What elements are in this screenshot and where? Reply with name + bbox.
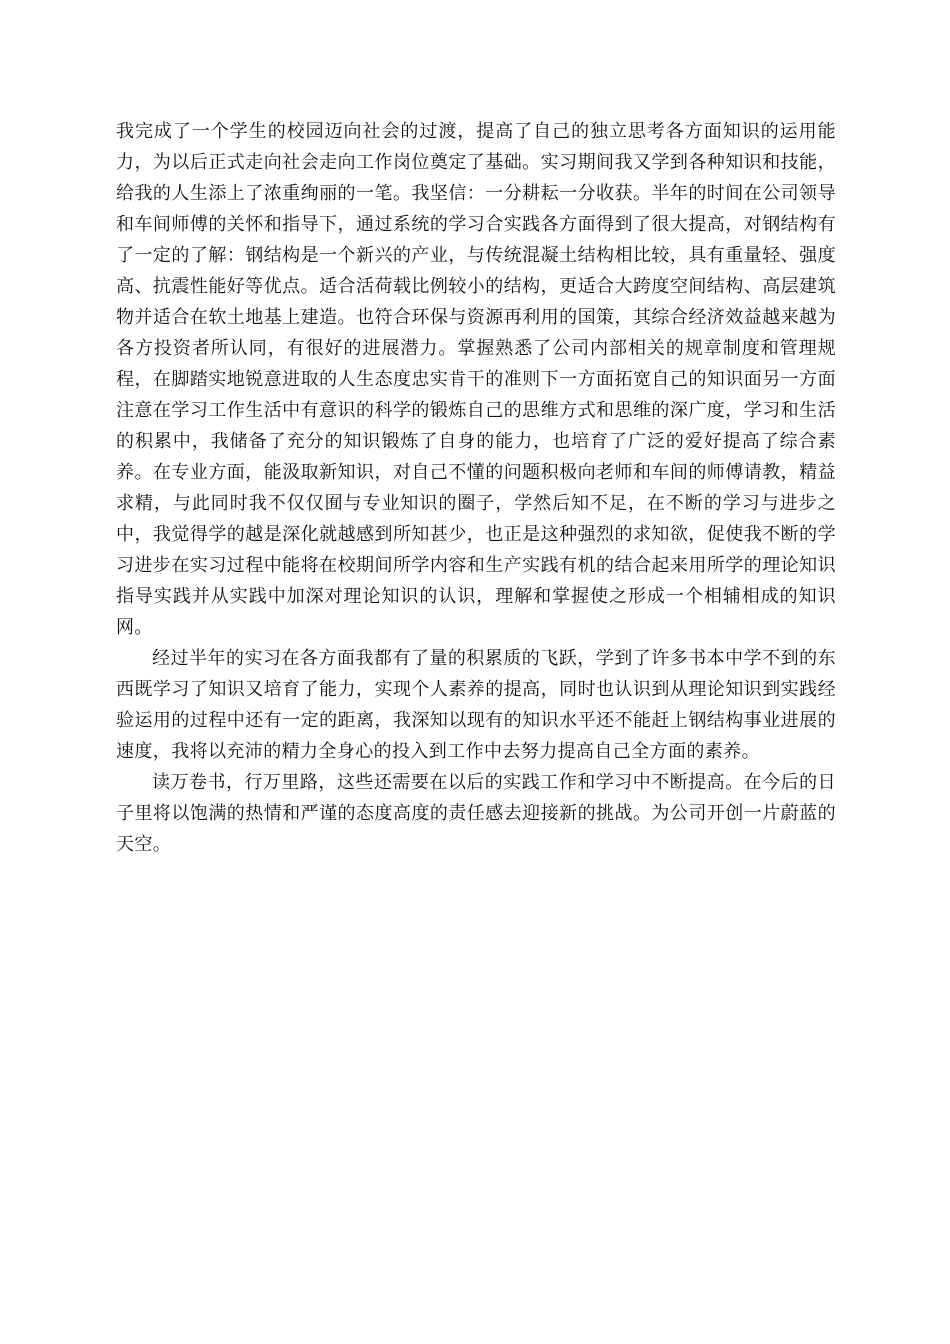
document-body [116, 116, 836, 860]
paragraph-2: 经过半年的实习在各方面我都有了量的积累质的飞跃，学到了许多书本中学不到的东西既学习了知识又培育了能力，实现个人素养的提高，同时也认识到从理论知识到实践经验运用的过程中还有一定的距离，我深知以现有的知识水平还不能赶上钢结构事业进展的速度，我将以充沛的精力全身心的投入到工作中去努力提高自己全方面的素养。 [116, 648, 836, 762]
paragraph-3: 读万卷书，行万里路，这些还需要在以后的实践工作和学习中不断提高。在今后的日子里将以饱满的热情和严谨的态度高度的责任感去迎接新的挑战。为公司开创一片蔚蓝的天空。 [116, 772, 836, 855]
paragraph-1: 我完成了一个学生的校园迈向社会的过渡，提高了自己的独立思考各方面知识的运用能力，为以后正式走向社会走向工作岗位奠定了基础。实习期间我又学到各种知识和技能，给我的人生添上了浓重绚丽的一笔。我坚信：一分耕耘一分收获。半年的时间在公司领导和车间师傅的关怀和指导下，通过系统的学习合实践各方面得到了很大提高，对钢结构有了一定的了解：钢结构是一个新兴的产业，与传统混凝土结构相比较，具有重量轻、强度高、抗震性能好等优点。适合活荷载比例较小的结构，更适合大跨度空间结构、高层建筑物并适合在软土地基上建造。也符合环保与资源再利用的国策，其综合经济效益越来越为各方投资者所认同，有很好的进展潜力。掌握熟悉了公司内部相关的规章制度和管理规程，在脚踏实地锐意进取的人生态度忠实肯干的准则下一方面拓宽自己的知识面另一方面注意在学习工作生活中有意识的科学的锻炼自己的思维方式和思维的深广度，学习和生活的积累中，我储备了充分的知识锻炼了自身的能力，也培育了广泛的爱好提高了综合素养。在专业方面，能汲取新知识，对自己不懂的问题积极向老师和车间的师傅请教，精益求精，与此同时我不仅仅囿与专业知识的圈子，学然后知不足，在不断的学习与进步之中，我觉得学的越是深化就越感到所知甚少，也正是这种强烈的求知欲，促使我不断的学习进步在实习过程中能将在校期间所学内容和生产实践有机的结合起来用所学的理论知识指导实践并从实践中加深对理论知识的认识，理解和掌握使之形成一个相辅相成的知识网。 [116, 121, 836, 638]
